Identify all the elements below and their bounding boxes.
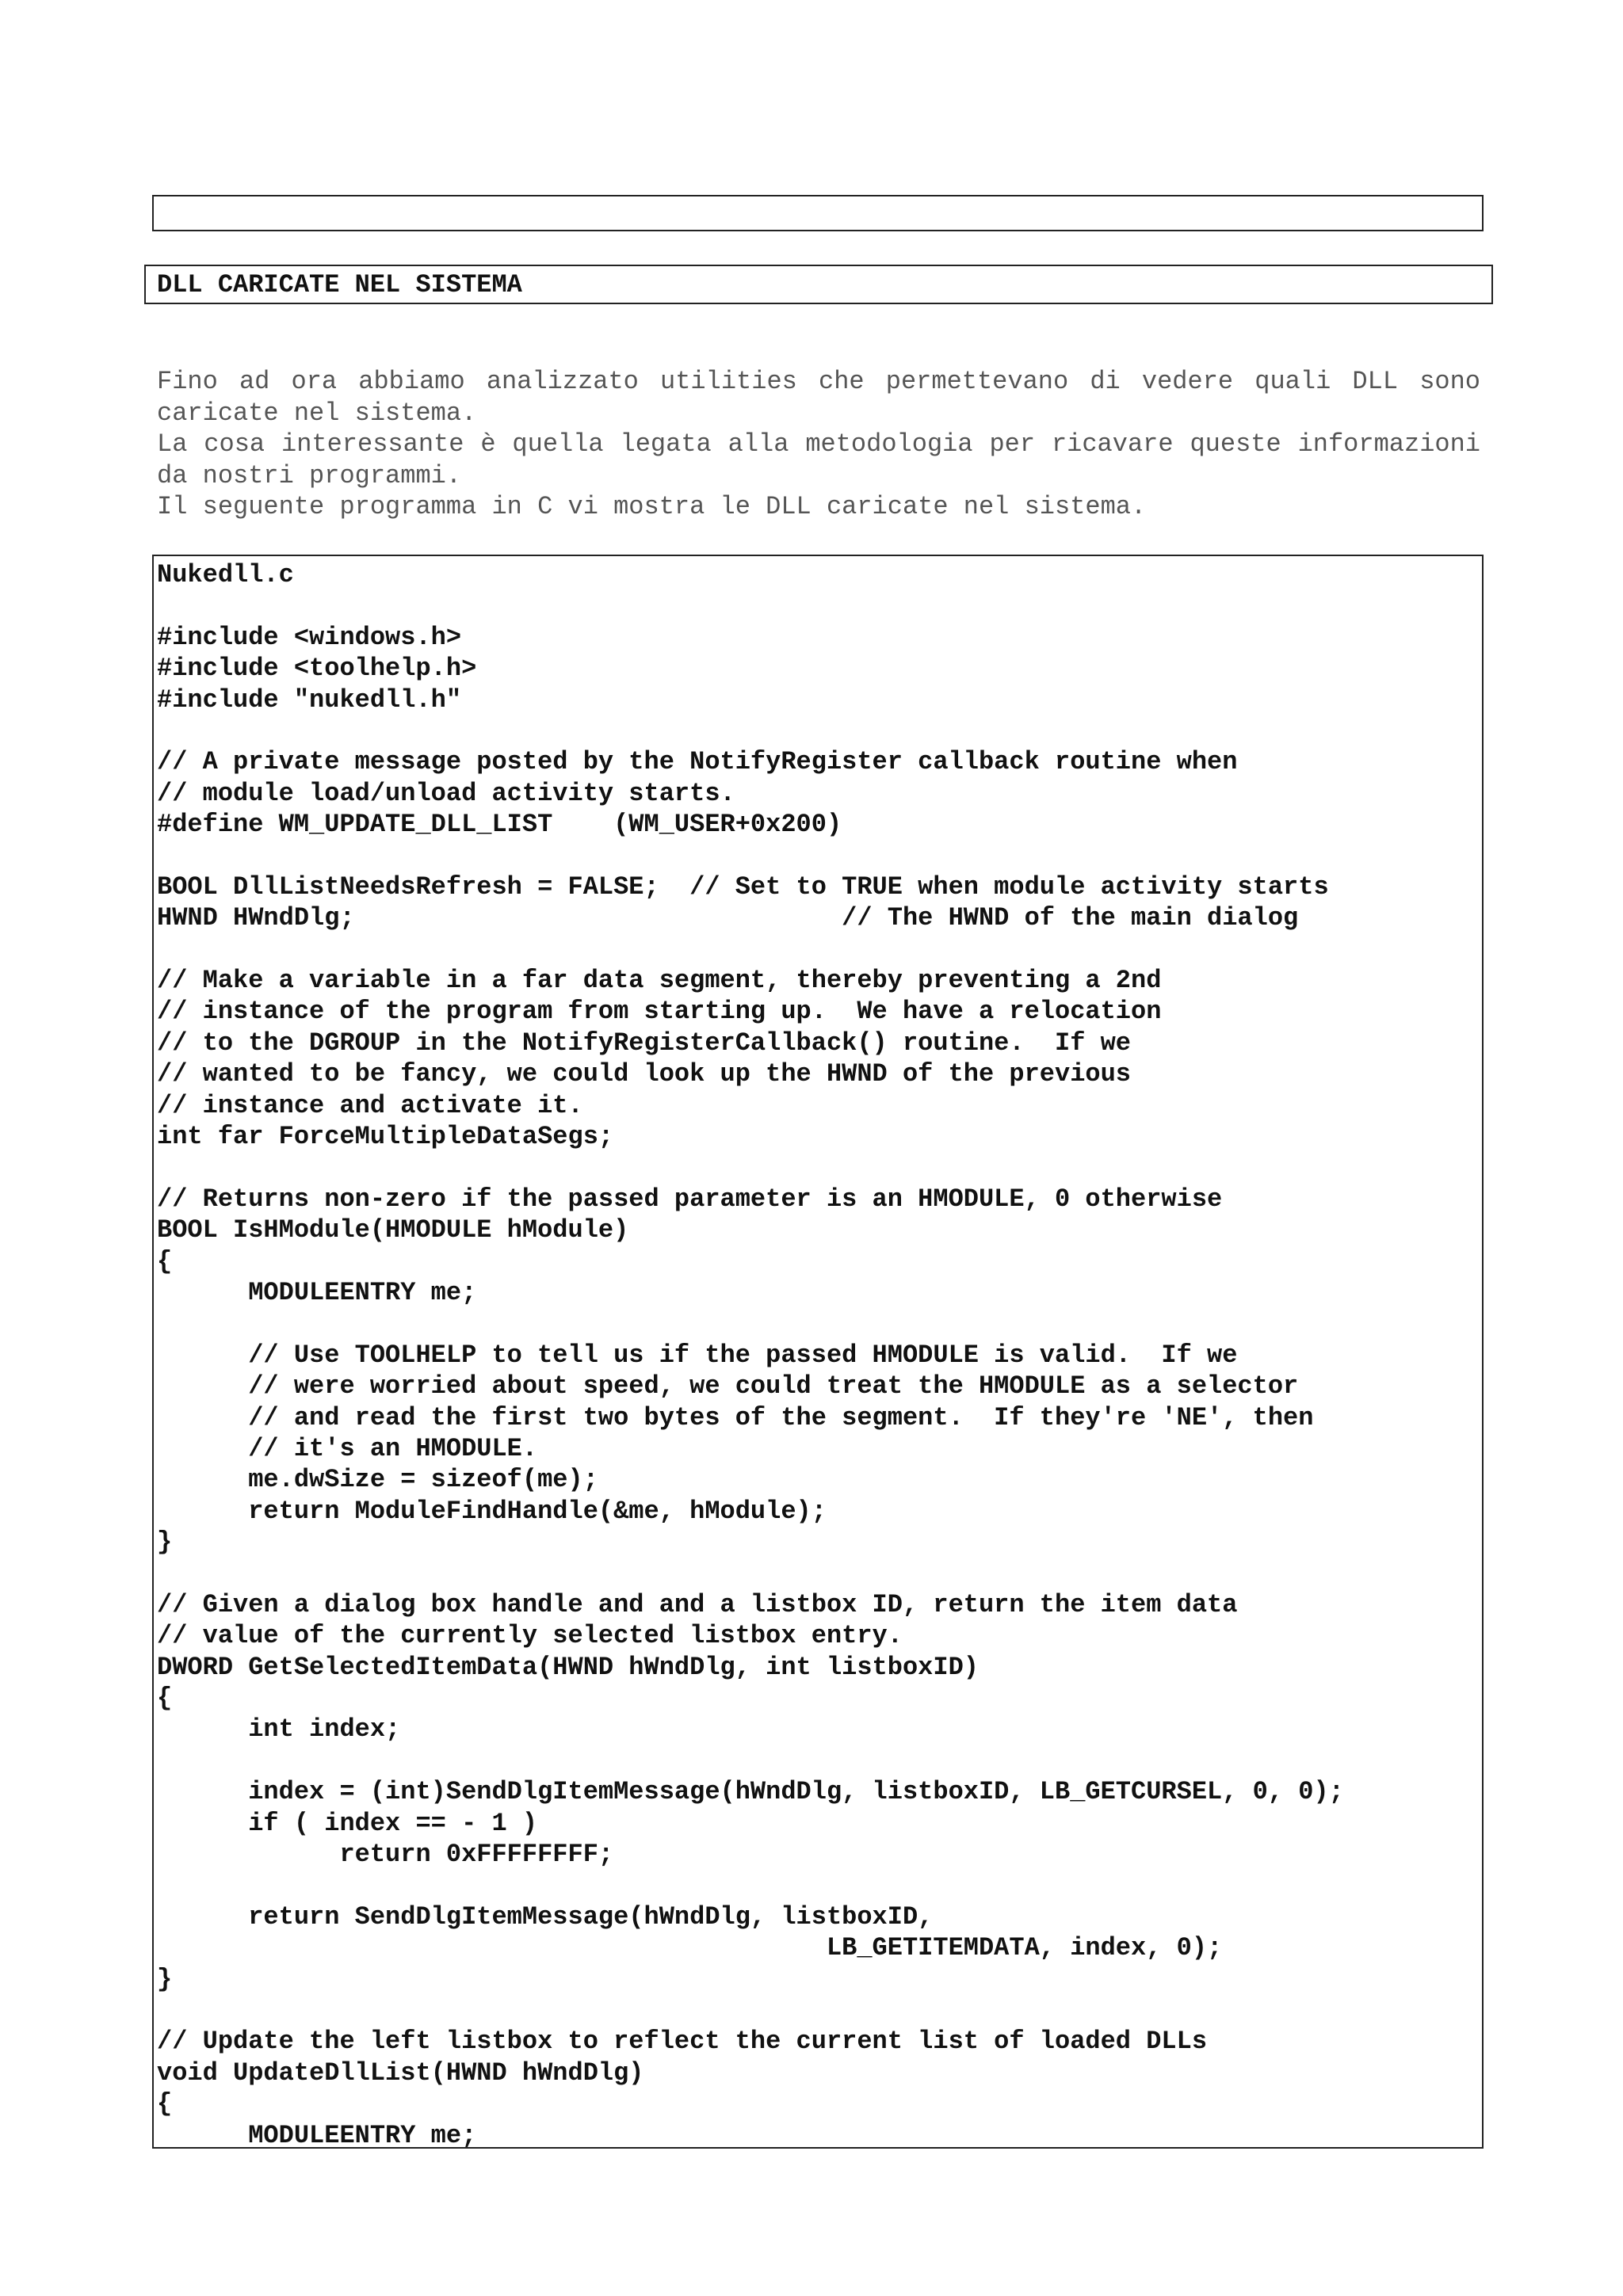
code-line: int far ForceMultipleDataSegs;: [157, 1122, 614, 1152]
code-line: // instance and activate it.: [157, 1090, 583, 1120]
code-line: [157, 715, 1482, 746]
section-title-box: [144, 265, 1493, 304]
code-line: // Use TOOLHELP to tell us if the passed HMODULE is valid. If we: [157, 1340, 1238, 1370]
code-line: LB_GETITEMDATA, index, 0);: [157, 1933, 1223, 1963]
code-line: me.dwSize = sizeof(me);: [157, 1465, 598, 1495]
code-line: MODULEENTRY me;: [157, 2120, 477, 2149]
code-line: MODULEENTRY me;: [157, 1277, 477, 1307]
code-line: [157, 1995, 1482, 2026]
code-line: // A private message posted by the NotifyRegister callback routine when: [157, 747, 1238, 777]
code-line: // to the DGROUP in the NotifyRegisterCallback() routine. If we: [157, 1028, 1131, 1058]
code-line: [157, 1308, 1482, 1339]
code-line: [157, 841, 1482, 871]
intro-text: [157, 366, 1480, 523]
code-line: BOOL IsHModule(HMODULE hModule): [157, 1215, 629, 1245]
code-line: [157, 1558, 1482, 1589]
code-line: if ( index == - 1 ): [157, 1808, 538, 1838]
code-line: [157, 1745, 1482, 1776]
code-line: return 0xFFFFFFFF;: [157, 1840, 614, 1870]
code-line: {: [157, 1684, 173, 1714]
code-line: #include "nukedll.h": [157, 685, 462, 715]
code-line: }: [157, 1527, 173, 1558]
intro-paragraph: La cosa interessante è quella legata alla metodologia per ricavare queste informazioni da nostri programmi.: [157, 429, 1480, 490]
intro-paragraph: Fino ad ora abbiamo analizzato utilities che permettevano di vedere quali DLL sono caricate nel sistema.: [157, 367, 1480, 428]
code-line: // Make a variable in a far data segment, thereby preventing a 2nd: [157, 966, 1162, 996]
code-line: {: [157, 2089, 173, 2119]
code-listing-box: [152, 555, 1484, 2149]
code-line: [157, 1152, 1482, 1183]
code-line: return SendDlgItemMessage(hWndDlg, listboxID,: [157, 1901, 934, 1932]
code-line: int index;: [157, 1714, 401, 1745]
code-line: #define WM_UPDATE_DLL_LIST (WM_USER+0x200): [157, 810, 842, 840]
intro-paragraph: Il seguente programma in C vi mostra le DLL caricate nel sistema.: [157, 492, 1147, 521]
code-line: [157, 590, 1482, 621]
code-filename: Nukedll.c: [157, 560, 294, 589]
code-line: index = (int)SendDlgItemMessage(hWndDlg, listboxID, LB_GETCURSEL, 0, 0);: [157, 1777, 1344, 1807]
code-line: [157, 1870, 1482, 1901]
code-line: // value of the currently selected listbox entry.: [157, 1621, 903, 1651]
code-line: DWORD GetSelectedItemData(HWND hWndDlg, int listboxID): [157, 1652, 979, 1682]
code-line: return ModuleFindHandle(&me, hModule);: [157, 1496, 827, 1526]
code-line: // module load/unload activity starts.: [157, 778, 735, 808]
code-line: BOOL DllListNeedsRefresh = FALSE; // Set to TRUE when module activity starts: [157, 871, 1329, 902]
code-line: // and read the first two bytes of the segment. If they're 'NE', then: [157, 1402, 1314, 1432]
code-line: // instance of the program from starting up. We have a relocation: [157, 997, 1162, 1027]
header-box: [152, 195, 1484, 231]
section-title: DLL CARICATE NEL SISTEMA: [157, 269, 522, 299]
code-line: // Given a dialog box handle and and a listbox ID, return the item data: [157, 1589, 1238, 1619]
code-line: }: [157, 1964, 173, 1994]
code-line: #include <toolhelp.h>: [157, 654, 477, 684]
code-line: {: [157, 1246, 173, 1276]
code-line: // were worried about speed, we could treat the HMODULE as a selector: [157, 1371, 1299, 1402]
code-line: #include <windows.h>: [157, 622, 462, 652]
code-line: // wanted to be fancy, we could look up the HWND of the previous: [157, 1059, 1131, 1089]
code-line: // Returns non-zero if the passed parameter is an HMODULE, 0 otherwise: [157, 1184, 1223, 1214]
code-line: void UpdateDllList(HWND hWndDlg): [157, 2058, 644, 2088]
code-line: [157, 934, 1482, 965]
code-line: // it's an HMODULE.: [157, 1433, 538, 1463]
code-line: HWND HWndDlg; // The HWND of the main dialog: [157, 903, 1299, 933]
code-listing: [157, 559, 1482, 2149]
code-line: // Update the left listbox to reflect the current list of loaded DLLs: [157, 2027, 1208, 2057]
